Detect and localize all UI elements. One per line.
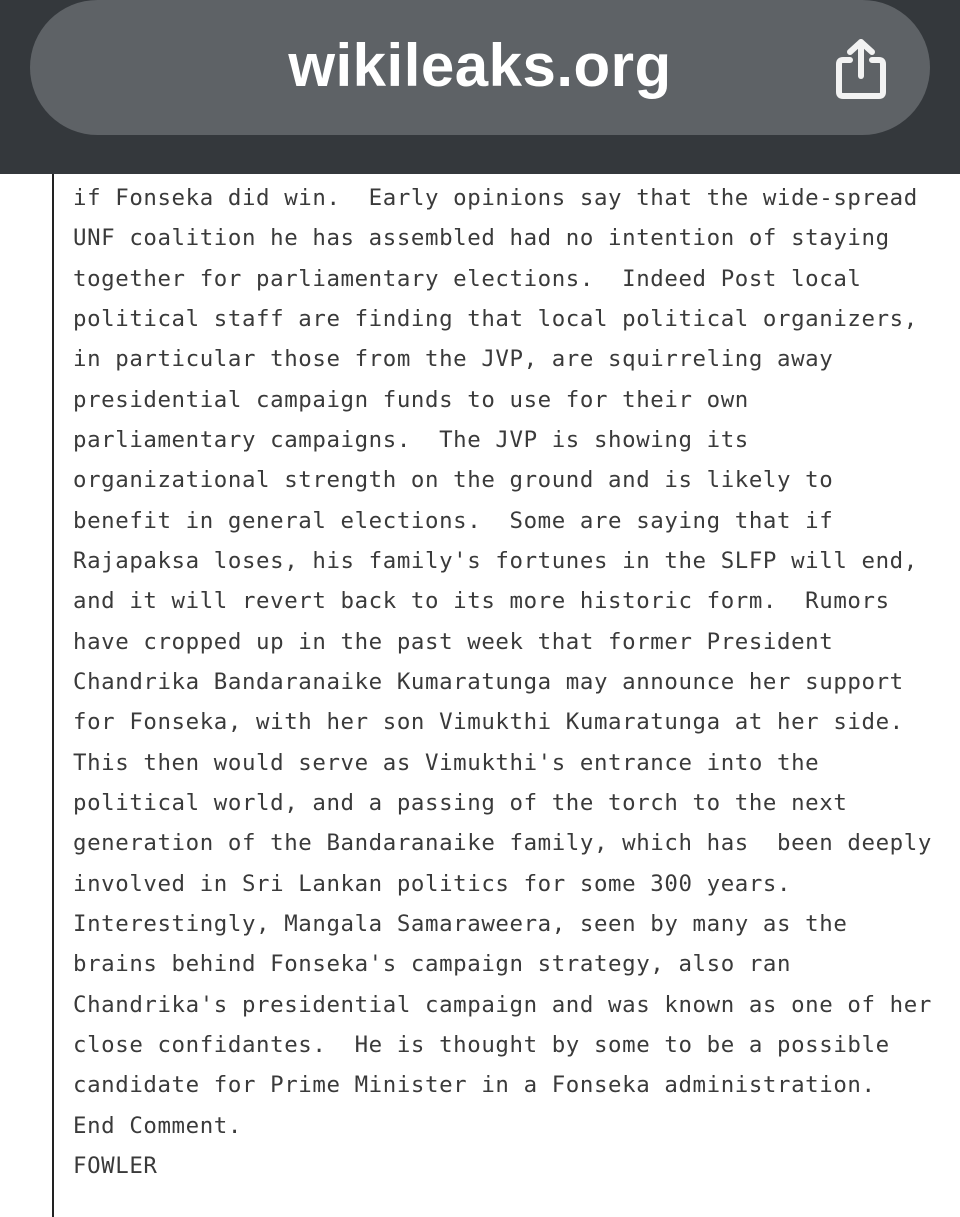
cable-text-line: close confidantes. He is thought by some to be a possible: [73, 1031, 890, 1058]
cable-text-line: benefit in general elections. Some are saying that if: [73, 507, 834, 534]
cable-text-line: Chandrika Bandaranaike Kumaratunga may announce her support: [73, 668, 904, 695]
cable-text-line: Chandrika's presidential campaign and was known as one of her: [73, 991, 932, 1018]
share-button[interactable]: [826, 34, 896, 106]
cable-text-line: political world, and a passing of the torch to the next: [73, 789, 848, 816]
cable-text-line: have cropped up in the past week that former President: [73, 628, 834, 655]
share-icon: [826, 34, 896, 106]
cable-text-line: parliamentary campaigns. The JVP is showing its: [73, 426, 749, 453]
cable-document: [0, 174, 960, 1217]
cable-text-line: and it will revert back to its more historic form. Rumors: [73, 588, 890, 615]
cable-text-line: presidential campaign funds to use for their own: [73, 386, 749, 413]
cable-text-line: Interestingly, Mangala Samaraweera, seen by many as the: [73, 910, 848, 937]
document-left-border: [52, 174, 54, 1217]
cable-text-line: for Fonseka, with her son Vimukthi Kumaratunga at her side.: [73, 709, 904, 736]
browser-toolbar: [0, 0, 960, 174]
cable-text-line: if Fonseka did win. Early opinions say that the wide-spread: [73, 185, 918, 211]
cable-text-line: brains behind Fonseka's campaign strategy, also ran: [73, 951, 792, 978]
cable-body-text: [73, 178, 932, 1186]
cable-text-line: This then would serve as Vimukthi's entrance into the: [73, 749, 820, 776]
cable-text-line: political staff are finding that local political organizers,: [73, 305, 918, 332]
cable-text-line: together for parliamentary elections. Indeed Post local: [73, 265, 862, 292]
cable-text-line: in particular those from the JVP, are squirreling away: [73, 346, 834, 373]
cable-text-line: involved in Sri Lankan politics for some 300 years.: [73, 870, 792, 897]
cable-signature: FOWLER: [73, 1152, 158, 1179]
cable-text-line: Rajapaksa loses, his family's fortunes in the SLFP will end,: [73, 547, 918, 574]
address-bar-domain[interactable]: wikileaks.org: [288, 32, 672, 99]
cable-text-line: organizational strength on the ground and is likely to: [73, 467, 834, 494]
cable-text-line: generation of the Bandaranaike family, which has been deeply: [73, 830, 932, 857]
cable-end-comment: End Comment.: [73, 1112, 242, 1139]
cable-text-line: candidate for Prime Minister in a Fonseka administration.: [73, 1072, 876, 1099]
cable-text-line: UNF coalition he has assembled had no intention of staying: [73, 225, 890, 252]
